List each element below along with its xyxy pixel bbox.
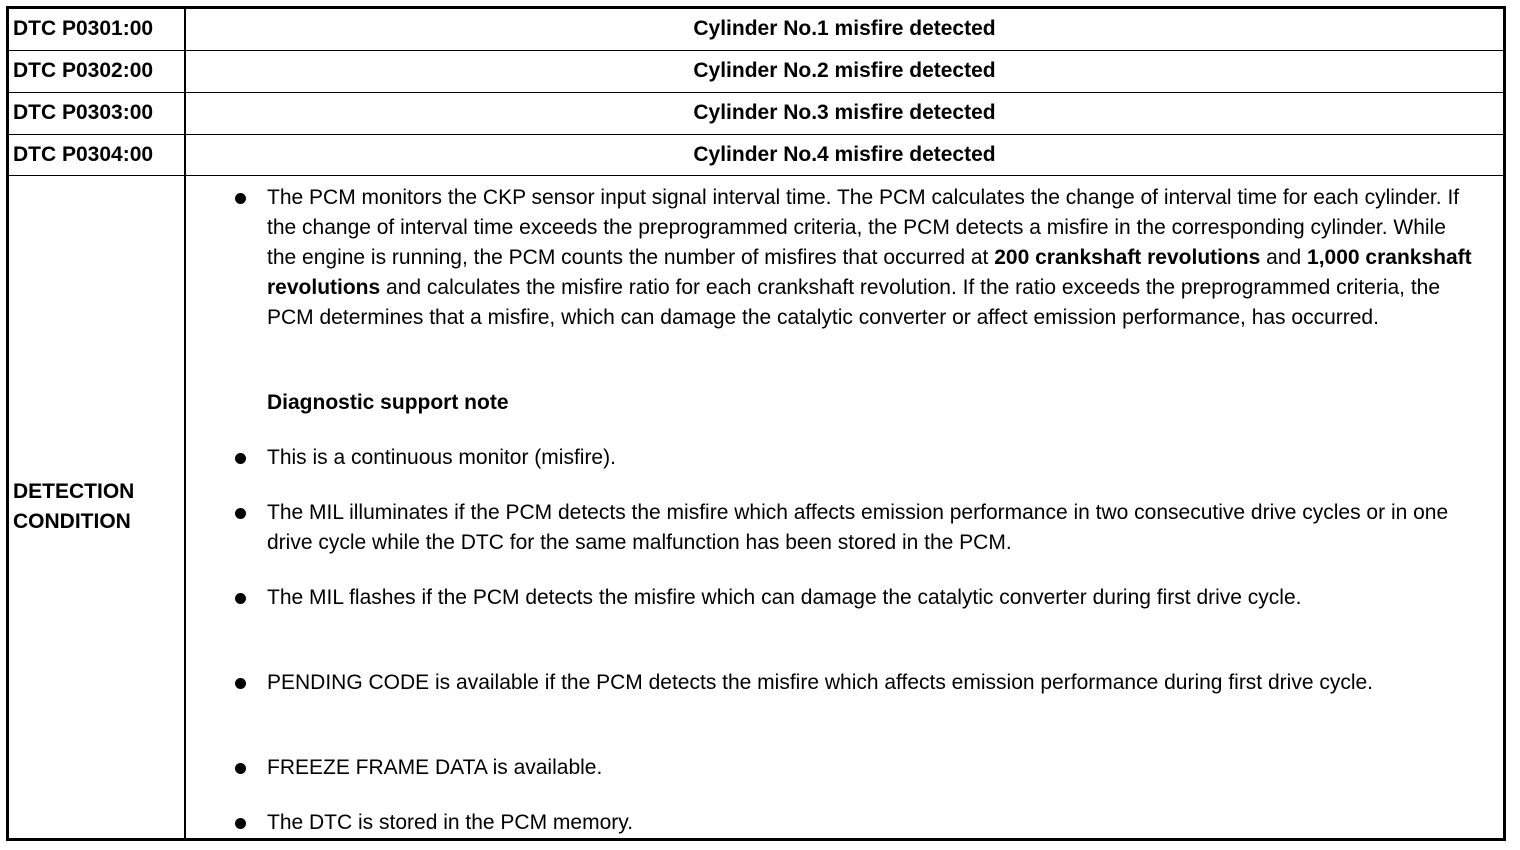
list-item-text: The MIL illuminates if the PCM detects the misfire which affects emission performance in two consecutive drive cycles or in one drive cycle while the DTC for the same malfunction has been stored in the PCM. [267, 501, 1449, 554]
dtc-code: DTC P0301:00 [9, 9, 186, 50]
list-item-text: The MIL flashes if the PCM detects the misfire which can damage the catalytic converter during first drive cycle. [267, 586, 1302, 609]
dtc-row [9, 93, 1503, 135]
bullet-icon [235, 678, 246, 689]
detection-condition-label [9, 176, 186, 838]
bullet-icon [235, 453, 246, 464]
dtc-row [9, 9, 1503, 51]
detection-condition-body [186, 176, 1503, 838]
bullet-icon [235, 763, 246, 774]
list-item-text: This is a continuous monitor (misfire). [267, 446, 616, 469]
bullet-icon [235, 193, 246, 204]
dtc-code: DTC P0304:00 [9, 135, 186, 175]
list-item-text: FREEZE FRAME DATA is available. [267, 756, 603, 779]
list-item-text: The DTC is stored in the PCM memory. [267, 811, 634, 834]
dtc-title: Cylinder No.1 misfire detected [693, 17, 996, 40]
bold-term: 200 crankshaft revolutions [994, 246, 1261, 269]
bold-term: 1,000 crankshaft revolutions [267, 246, 1472, 299]
dtc-row [9, 135, 1503, 176]
dtc-table [6, 6, 1506, 841]
dtc-code: DTC P0302:00 [9, 51, 186, 92]
detection-condition-row [9, 176, 1503, 838]
dtc-code: DTC P0303:00 [9, 93, 186, 134]
main-description-text: The PCM monitors the CKP sensor input signal interval time. The PCM calculates the change of interval time for each cylinder. If the change of interval time exceeds the preprogrammed criteria, the PCM detects a misfire in the corresponding cylinder. While the engine is running, the PCM counts the number of misfires that occurred at 200 crankshaft revolutions and 1,000 crankshaft revolutions and calculates the misfire ratio for each crankshaft revolution. If the ratio exceeds the preprogrammed criteria, the PCM determines that a misfire, which can damage the catalytic converter or affect emission performance, has occurred. [267, 186, 1472, 329]
diagnostic-support-heading: Diagnostic support note [267, 391, 509, 414]
bullet-icon [235, 508, 246, 519]
dtc-title: Cylinder No.3 misfire detected [693, 101, 996, 124]
dtc-title: Cylinder No.4 misfire detected [693, 143, 996, 166]
label-line: CONDITION [13, 510, 131, 533]
label-line: DETECTION [13, 480, 135, 503]
dtc-row [9, 51, 1503, 93]
bullet-icon [235, 818, 246, 829]
list-item-text: PENDING CODE is available if the PCM detects the misfire which affects emission performance during first drive cycle. [267, 671, 1374, 694]
bullet-icon [235, 593, 246, 604]
dtc-title: Cylinder No.2 misfire detected [693, 59, 996, 82]
